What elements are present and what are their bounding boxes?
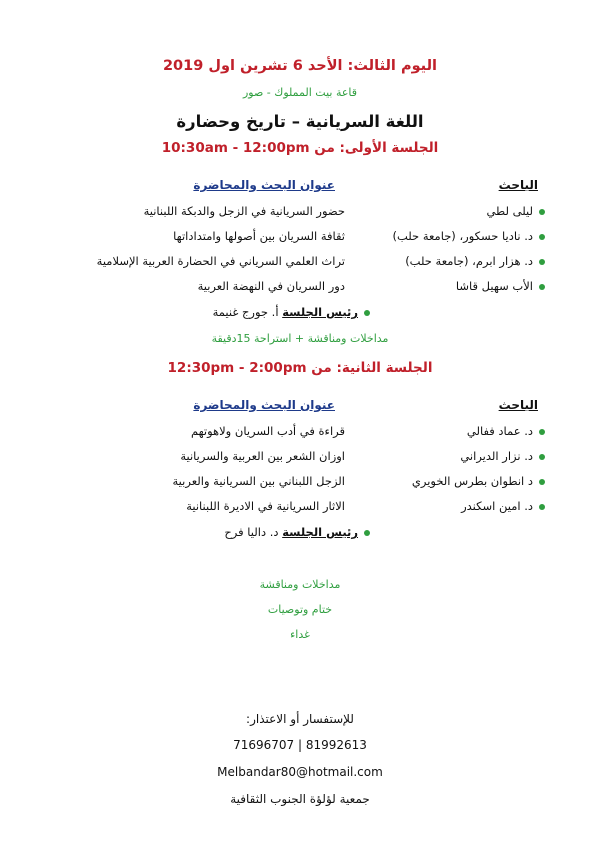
organization-name: جمعية لؤلؤة الجنوب الثقافية	[230, 792, 370, 806]
s2-researcher-3: د انطوان بطرس الخويري	[412, 474, 545, 488]
s1-chair: رئيس الجلسة أ. جورج غنيمة	[213, 305, 370, 319]
closing-item-lunch: غداء	[290, 628, 310, 641]
s1-researcher-1: ليلى لطي	[486, 204, 545, 218]
s2-topic-header: عنوان البحث والمحاضرة	[193, 398, 335, 412]
s2-researcher-header: الباحث	[498, 398, 538, 412]
s2-researcher-4: د. امين اسكندر	[461, 499, 545, 513]
bullet-icon	[364, 310, 370, 316]
bullet-icon	[539, 479, 545, 485]
contact-email[interactable]: Melbandar80@hotmail.com	[217, 765, 383, 779]
s2-researcher-1: د. عماد ففالي	[467, 424, 545, 438]
s1-researcher-3: د. هزار ابرم، (جامعة حلب)	[405, 254, 545, 268]
day-title: اليوم الثالث: الأحد 6 تشرين اول 2019	[162, 58, 438, 74]
s1-topic-header: عنوان البحث والمحاضرة	[193, 178, 335, 192]
bullet-icon	[364, 530, 370, 536]
s1-topic-3: تراث العلمي السرياني في الحضارة العربية الإسلامية	[96, 254, 345, 268]
contact-phones: 71696707 | 81992613	[233, 738, 367, 752]
s1-researcher-header: الباحث	[498, 178, 538, 192]
closing-item-discussion: مداخلات ومناقشة	[259, 578, 341, 591]
s1-topic-1: حضور السريانية في الزجل والدبكة اللبنانية	[143, 204, 345, 218]
bullet-icon	[539, 504, 545, 510]
s2-topic-3: الزجل اللبناني بين السريانية والعربية	[172, 474, 345, 488]
main-title: اللغة السريانية – تاريخ وحضارة	[176, 112, 424, 131]
bullet-icon	[539, 454, 545, 460]
s1-researcher-2: د. ناديا حسكور، (جامعة حلب)	[392, 229, 545, 243]
venue: قاعة بيت المملوك - صور	[242, 86, 358, 99]
break-text: مداخلات ومناقشة + استراحة 15دقيقة	[211, 332, 389, 345]
session2-title: الجلسة الثانية: من 12:30pm - 2:00pm	[167, 360, 433, 376]
bullet-icon	[539, 209, 545, 215]
bullet-icon	[539, 234, 545, 240]
s2-researcher-2: د. نزار الديراني	[460, 449, 545, 463]
bullet-icon	[539, 284, 545, 290]
s1-topic-4: دور السريان في النهضة العربية	[197, 279, 345, 293]
s2-chair: رئيس الجلسة د. داليا فرح	[224, 525, 370, 539]
session1-title: الجلسة الأولى: من 10:30am - 12:00pm	[161, 140, 439, 156]
s2-topic-4: الاثار السريانية في الاديرة اللبنانية	[186, 499, 345, 513]
s2-topic-1: قراءة في أدب السريان ولاهوتهم	[190, 424, 345, 438]
bullet-icon	[539, 429, 545, 435]
s1-researcher-4: الأب سهيل قاشا	[456, 279, 545, 293]
closing-item-recommendations: ختام وتوصيات	[267, 603, 333, 616]
s1-topic-2: ثقافة السريان بين أصولها وامتداداتها	[173, 229, 345, 243]
contact-label: للإستفسار أو الاعتذار:	[246, 712, 354, 726]
s2-topic-2: اوزان الشعر بين العربية والسريانية	[180, 449, 345, 463]
bullet-icon	[539, 259, 545, 265]
